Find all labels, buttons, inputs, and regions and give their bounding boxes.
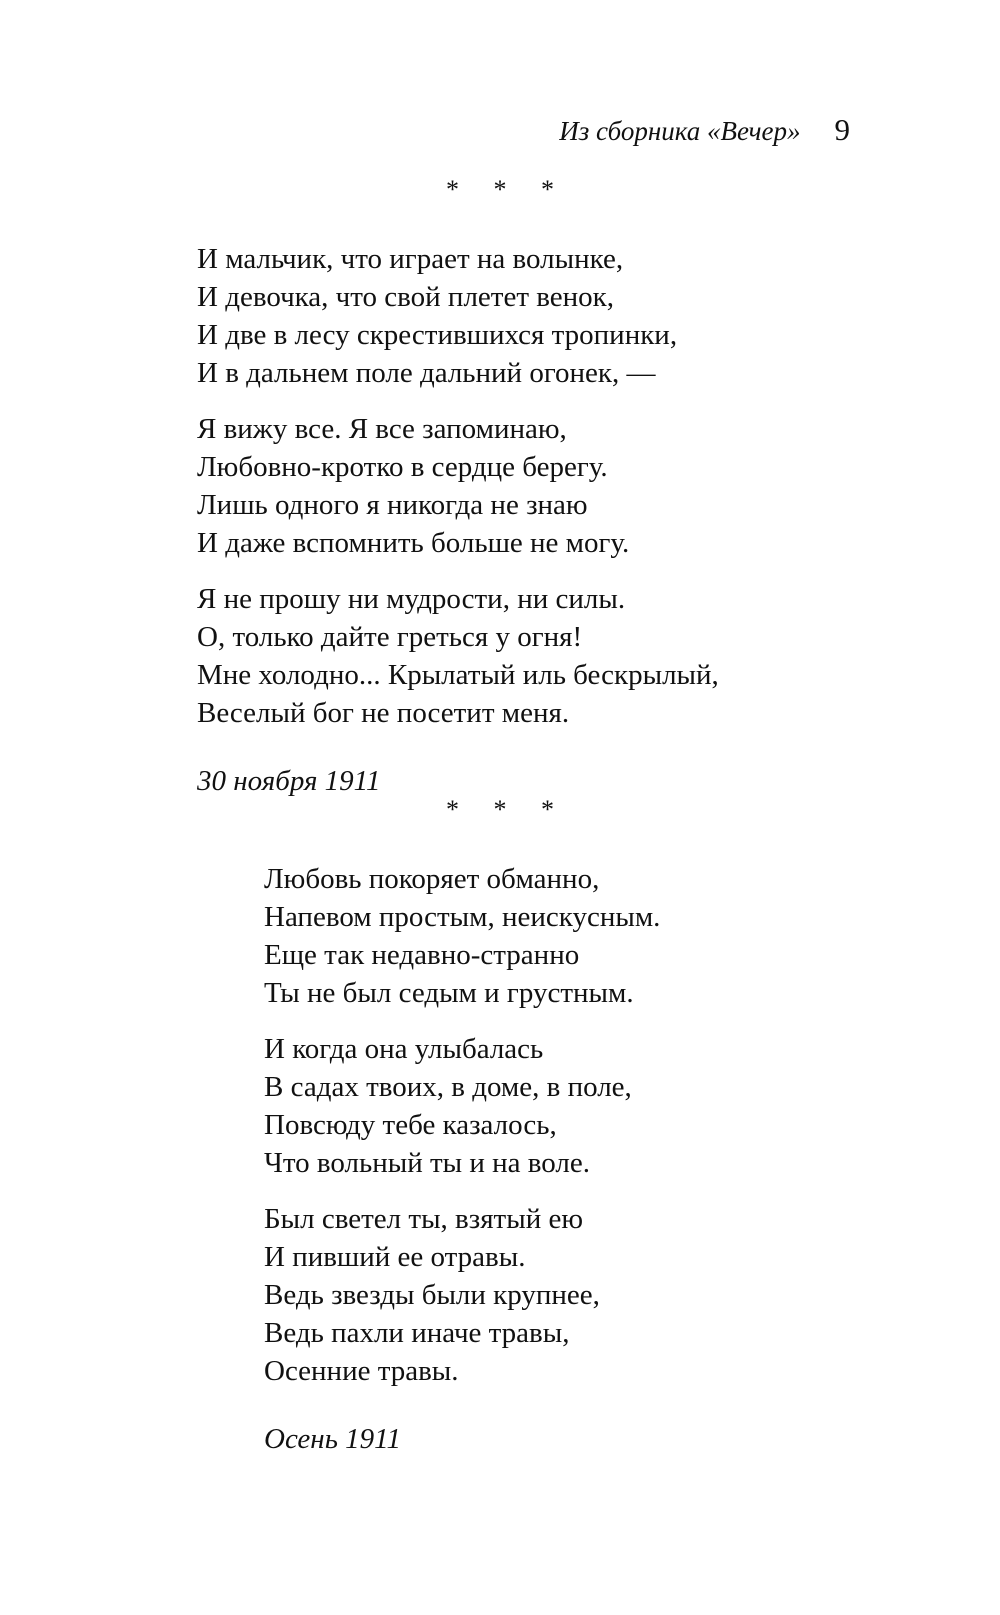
verse-line: Напевом простым, неискусным. bbox=[264, 901, 661, 933]
verse-line: Осенние травы. bbox=[264, 1355, 459, 1387]
verse-line: Ведь звезды были крупнее, bbox=[264, 1279, 600, 1311]
verse-line: И мальчик, что играет на волынке, bbox=[197, 243, 624, 275]
poem-2-stanza-2 bbox=[264, 1030, 660, 1182]
poem-1-stanza-3 bbox=[197, 580, 719, 732]
poem-2-stanza-1 bbox=[264, 860, 660, 1012]
verse-line: И в дальнем поле дальний огонек, — bbox=[197, 357, 656, 389]
verse-line: В садах твоих, в доме, в поле, bbox=[264, 1071, 632, 1103]
verse-line: Был светел ты, взятый ею bbox=[264, 1203, 583, 1235]
verse-line: Еще так недавно-странно bbox=[264, 939, 580, 971]
verse-line: Любовь покоряет обманно, bbox=[264, 863, 600, 895]
verse-line: И когда она улыбалась bbox=[264, 1033, 544, 1065]
poem-2 bbox=[264, 860, 660, 1458]
page-number: 9 bbox=[834, 112, 850, 147]
poem-1 bbox=[197, 240, 719, 800]
poem-1-date: 30 ноября 1911 bbox=[197, 765, 381, 797]
verse-line: Ты не был седым и грустным. bbox=[264, 977, 634, 1009]
verse-line: Лишь одного я никогда не знаю bbox=[197, 489, 588, 521]
verse-line: Любовно-кротко в сердце берегу. bbox=[197, 451, 608, 483]
verse-line: И даже вспомнить больше не могу. bbox=[197, 527, 630, 559]
poem-2-date: Осень 1911 bbox=[264, 1423, 401, 1455]
poem-1-ornament: * * * bbox=[446, 175, 568, 204]
verse-line: Веселый бог не посетит меня. bbox=[197, 697, 570, 729]
verse-line: Я вижу все. Я все запоминаю, bbox=[197, 413, 567, 445]
running-head bbox=[559, 112, 850, 148]
verse-line: Мне холодно... Крылатый иль бескрылый, bbox=[197, 659, 719, 691]
verse-line: Что вольный ты и на воле. bbox=[264, 1147, 590, 1179]
verse-line: Я не прошу ни мудрости, ни силы. bbox=[197, 583, 626, 615]
verse-line: И две в лесу скрестившихся тропинки, bbox=[197, 319, 678, 351]
verse-line: Ведь пахли иначе травы, bbox=[264, 1317, 570, 1349]
verse-line: Повсюду тебе казалось, bbox=[264, 1109, 557, 1141]
poem-2-ornament: * * * bbox=[446, 795, 568, 824]
poem-2-stanza-3 bbox=[264, 1200, 660, 1390]
verse-line: О, только дайте греться у огня! bbox=[197, 621, 583, 653]
verse-line: И пивший ее отравы. bbox=[264, 1241, 526, 1273]
poem-1-stanza-1 bbox=[197, 240, 719, 392]
verse-line: И девочка, что свой плетет венок, bbox=[197, 281, 615, 313]
poem-1-stanza-2 bbox=[197, 410, 719, 562]
running-title: Из сборника «Вечер» bbox=[559, 116, 801, 146]
